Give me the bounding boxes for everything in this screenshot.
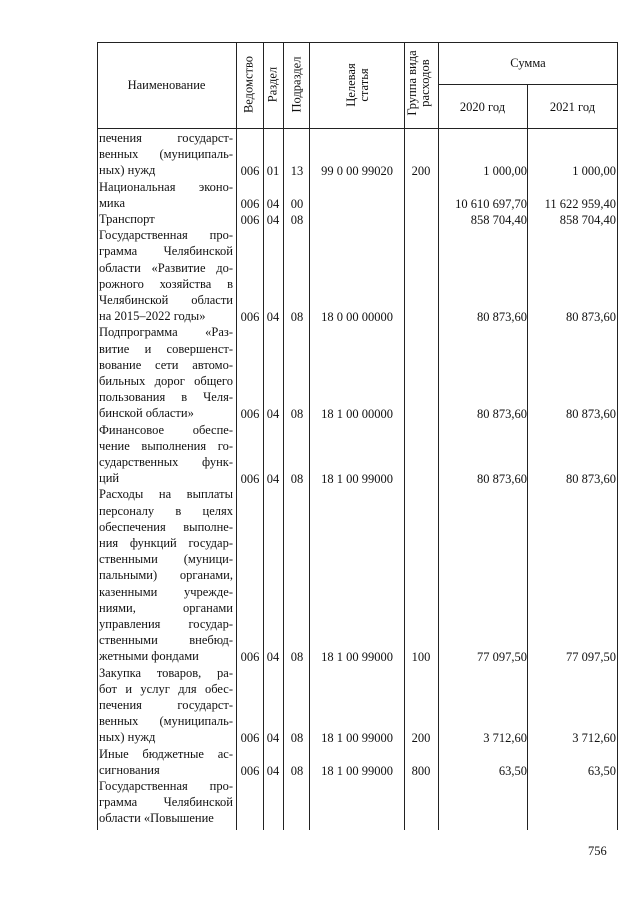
row-name-line: жетными фондами <box>99 649 199 664</box>
header-podrazdel: Подраздел <box>289 56 304 113</box>
row-razdel: 04 <box>266 763 280 778</box>
row-name-line: Расходы на выплаты <box>99 487 233 502</box>
row-name-line: печения государст- <box>99 131 233 145</box>
row-name-line: Национальная эконо- <box>99 179 233 194</box>
row-sum-2020: 80 873,60 <box>477 407 527 422</box>
table-row <box>0 746 640 778</box>
row-name-line: Финансовое обеспе- <box>99 422 233 437</box>
row-name-line: мика <box>99 195 126 210</box>
row-sum-2020: 80 873,60 <box>477 310 527 325</box>
row-podrazdel: 08 <box>290 213 304 227</box>
row-name-line: витие и совершенст- <box>99 341 233 356</box>
row-name <box>99 130 233 179</box>
row-name-line: обеспечения выполне- <box>99 519 233 534</box>
row-name <box>99 778 233 827</box>
row-razdel: 04 <box>266 310 280 325</box>
row-razdel: 04 <box>266 196 280 211</box>
row-sum-2021: 63,50 <box>587 763 616 778</box>
row-name-line: печения государст- <box>99 698 233 712</box>
row-name-line: грамма Челябинской <box>99 244 233 259</box>
row-name-line: Подпрограмма «Раз- <box>99 325 233 340</box>
row-podrazdel: 08 <box>290 650 304 665</box>
row-celevaya: 18 1 00 99000 <box>321 650 393 665</box>
row-celevaya: 18 1 00 99000 <box>321 472 393 487</box>
row-name-line: чение выполнения го- <box>99 438 233 453</box>
table-row <box>0 211 640 227</box>
table-row <box>0 778 640 827</box>
row-name-line: ственными внебюд- <box>99 633 233 648</box>
row-name-line: ных) нужд <box>99 163 156 178</box>
row-name-line: ций <box>99 471 120 486</box>
row-celevaya: 18 1 00 99000 <box>321 731 393 746</box>
header-year-2021: 2021 год <box>549 100 596 114</box>
row-name-line: Государственная про- <box>99 228 233 243</box>
row-celevaya: 99 0 00 99020 <box>321 164 393 179</box>
table-row <box>0 422 640 487</box>
row-podrazdel: 00 <box>290 196 304 211</box>
row-sum-2020: 858 704,40 <box>470 213 527 227</box>
row-gruppa: 200 <box>411 164 431 179</box>
header-name: Наименование <box>127 78 206 92</box>
row-name <box>99 665 233 746</box>
row-vedomstvo: 006 <box>240 196 260 211</box>
row-name-line: Иные бюджетные ас- <box>99 746 233 761</box>
row-sum-2020: 10 610 697,70 <box>455 196 527 211</box>
row-name-line: на 2015–2022 годы» <box>99 309 206 324</box>
header-divider <box>97 128 618 129</box>
row-sum-2021: 11 622 959,40 <box>544 196 616 211</box>
header-gruppa: Группа вида расходов <box>405 50 432 116</box>
row-name <box>99 211 233 227</box>
row-name-line: казенными учрежде- <box>99 584 233 599</box>
row-sum-2021: 80 873,60 <box>566 472 616 487</box>
row-sum-2020: 77 097,50 <box>477 650 527 665</box>
row-razdel: 04 <box>266 650 280 665</box>
row-name-line: ния функций государ- <box>99 536 233 550</box>
row-vedomstvo: 006 <box>240 731 260 746</box>
row-name <box>99 227 233 324</box>
row-sum-2021: 80 873,60 <box>566 310 616 325</box>
row-podrazdel: 08 <box>290 472 304 487</box>
row-name-line: бот и услуг для обес- <box>99 681 233 696</box>
row-name <box>99 324 233 421</box>
row-podrazdel: 08 <box>290 731 304 746</box>
row-name-line: венных (муниципаль- <box>99 714 233 729</box>
summa-divider <box>438 84 618 85</box>
header-summa: Сумма <box>510 56 546 70</box>
row-podrazdel: 08 <box>290 407 304 422</box>
row-gruppa: 100 <box>411 650 431 665</box>
header-celevaya: Целевая статья <box>344 63 371 107</box>
header-vedomstvo: Ведомство <box>241 55 256 114</box>
row-razdel: 04 <box>266 213 280 227</box>
row-sum-2020: 1 000,00 <box>483 164 527 179</box>
row-sum-2020: 63,50 <box>498 763 527 778</box>
row-sum-2021: 858 704,40 <box>559 213 616 227</box>
row-sum-2021: 3 712,60 <box>572 731 616 746</box>
header-razdel: Раздел <box>265 66 280 103</box>
row-podrazdel: 13 <box>290 164 304 179</box>
table-row <box>0 665 640 746</box>
page-number: 756 <box>588 844 607 858</box>
row-name-line: пальными) органами, <box>99 568 233 583</box>
row-podrazdel: 08 <box>290 763 304 778</box>
row-sum-2021: 1 000,00 <box>572 164 616 179</box>
row-name-line: ниями, органами <box>99 600 233 615</box>
row-vedomstvo: 006 <box>240 310 260 325</box>
row-sum-2020: 80 873,60 <box>477 472 527 487</box>
row-sum-2021: 80 873,60 <box>566 407 616 422</box>
row-name <box>99 486 233 664</box>
row-gruppa: 200 <box>411 731 431 746</box>
row-sum-2020: 3 712,60 <box>483 731 527 746</box>
table-row <box>0 130 640 179</box>
row-podrazdel: 08 <box>290 310 304 325</box>
row-razdel: 04 <box>266 731 280 746</box>
row-name-line: области «Повышение <box>99 811 214 826</box>
row-name-line: управления государ- <box>99 617 233 632</box>
row-vedomstvo: 006 <box>240 213 260 227</box>
row-razdel: 04 <box>266 472 280 487</box>
row-name-line: персоналу в целях <box>99 503 233 518</box>
row-razdel: 04 <box>266 407 280 422</box>
row-celevaya: 18 0 00 00000 <box>321 310 393 325</box>
row-name-line: рожного хозяйства в <box>99 276 233 291</box>
table-row <box>0 324 640 421</box>
row-name-line: области «Развитие до- <box>99 260 233 275</box>
table-border-top <box>97 42 618 43</box>
row-vedomstvo: 006 <box>240 650 260 665</box>
row-razdel: 01 <box>266 164 280 179</box>
row-vedomstvo: 006 <box>240 763 260 778</box>
row-name-line: бинской области» <box>99 406 194 421</box>
row-name-line: бильных дорог общего <box>99 374 233 388</box>
row-sum-2021: 77 097,50 <box>566 650 616 665</box>
row-name-line: ственными (муници- <box>99 552 233 567</box>
row-name-line: вование сети автомо- <box>99 357 233 372</box>
row-name <box>99 422 233 487</box>
row-vedomstvo: 006 <box>240 407 260 422</box>
header-year-2020: 2020 год <box>459 100 506 114</box>
table-row <box>0 227 640 324</box>
table-row <box>0 179 640 211</box>
row-name-line: сигнования <box>99 762 160 777</box>
row-name <box>99 179 233 211</box>
row-name <box>99 746 233 778</box>
row-name-line: грамма Челябинской <box>99 795 233 810</box>
row-name-line: пользования в Челя- <box>99 390 233 405</box>
row-name-line: Челябинской области <box>99 293 233 307</box>
row-vedomstvo: 006 <box>240 472 260 487</box>
row-gruppa: 800 <box>411 763 431 778</box>
row-name-line: венных (муниципаль- <box>99 147 233 162</box>
row-name-line: Закупка товаров, ра- <box>99 665 233 680</box>
row-name-line: Транспорт <box>99 212 155 226</box>
row-name-line: ных) нужд <box>99 730 156 745</box>
row-celevaya: 18 1 00 00000 <box>321 407 393 422</box>
row-vedomstvo: 006 <box>240 164 260 179</box>
table-row <box>0 486 640 664</box>
row-name-line: сударственных функ- <box>99 455 233 469</box>
row-celevaya: 18 1 00 99000 <box>321 763 393 778</box>
row-name-line: Государственная про- <box>99 779 233 793</box>
